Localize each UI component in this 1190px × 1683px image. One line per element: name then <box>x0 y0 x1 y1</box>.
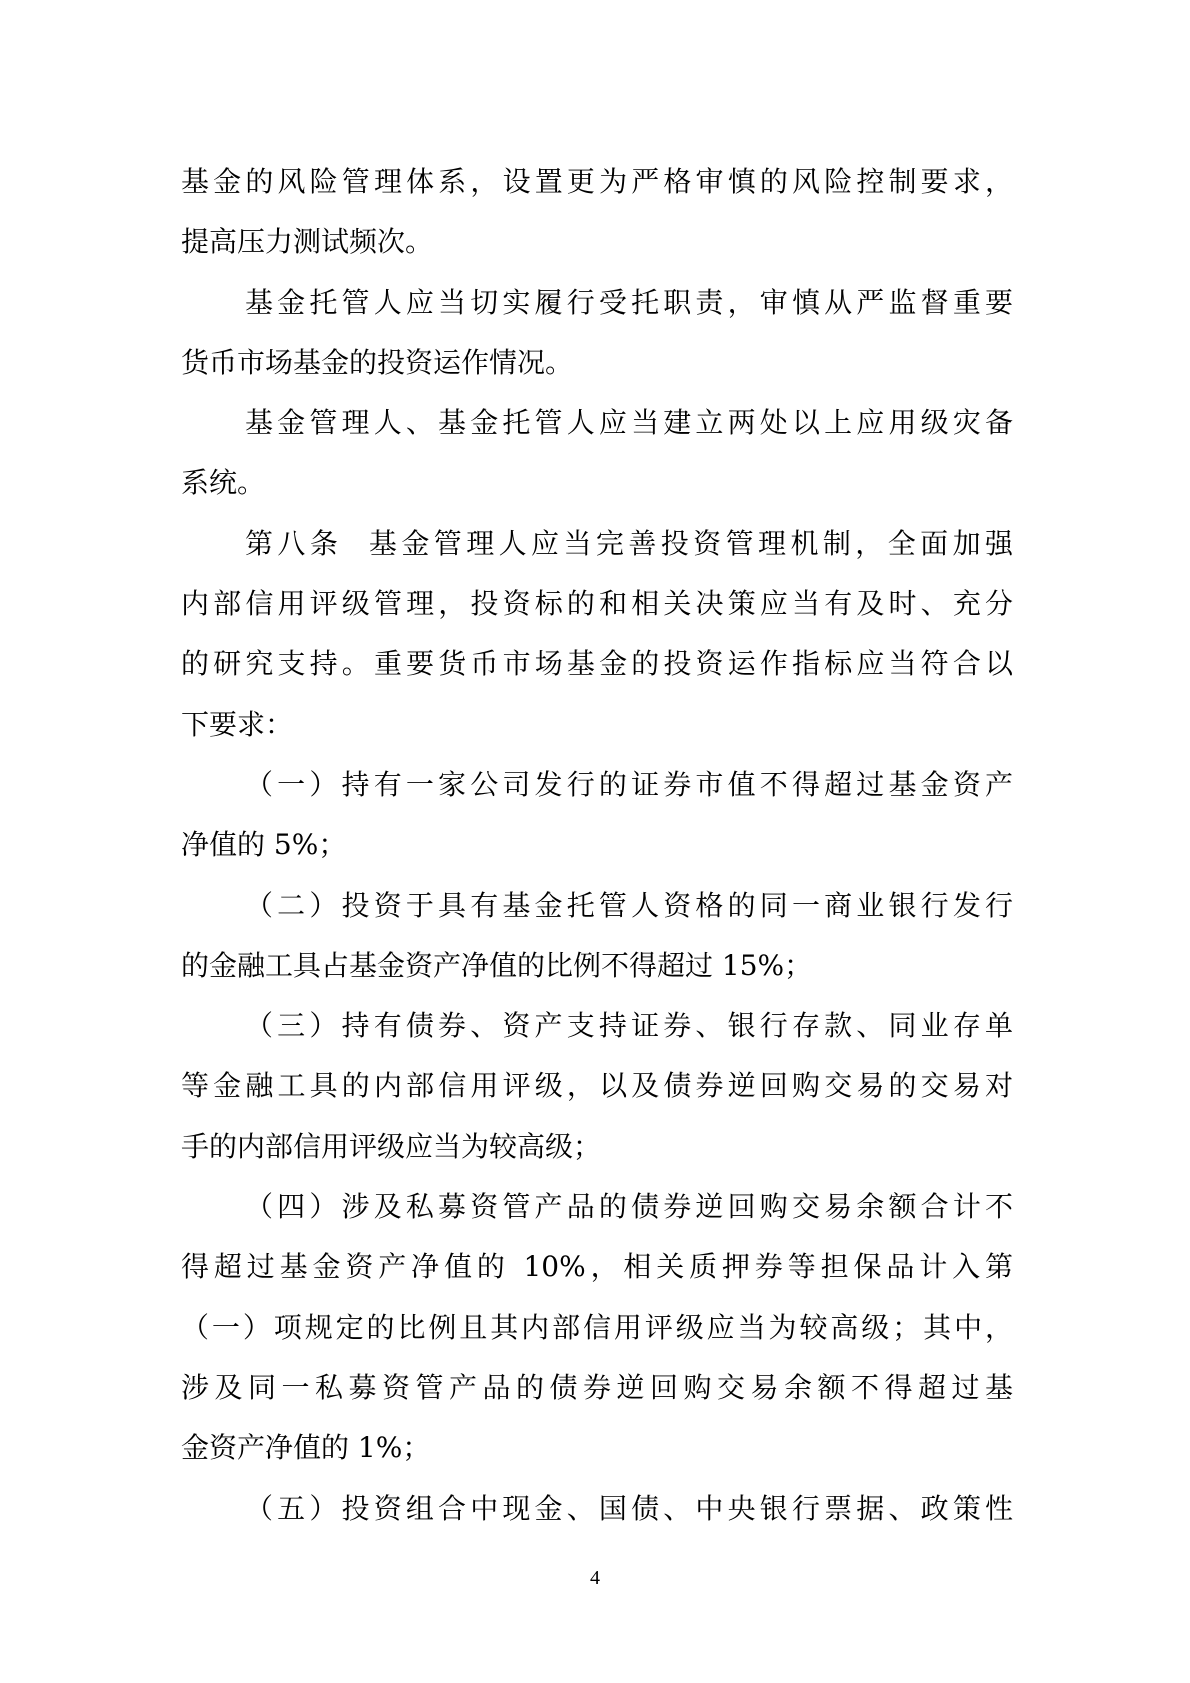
text-line: （一）项规定的比例且其内部信用评级应当为较高级；其中， <box>181 1310 1013 1344</box>
text-line: 的研究支持。重要货币市场基金的投资运作指标应当符合以 <box>181 647 1013 681</box>
list-item-line: （四）涉及私募资管产品的债券逆回购交易余额合计不 <box>245 1190 1013 1224</box>
page-number: 4 <box>590 1567 600 1589</box>
text-line: 内部信用评级管理，投资标的和相关决策应当有及时、充分 <box>181 587 1013 621</box>
text-line: 提高压力测试频次。 <box>181 225 434 259</box>
text-line: 货币市场基金的投资运作情况。 <box>181 345 574 379</box>
article-heading-line: 第八条 基金管理人应当完善投资管理机制，全面加强 <box>245 526 1013 560</box>
text-line: 得超过基金资产净值的 10%，相关质押券等担保品计入第 <box>181 1250 1013 1284</box>
text-line: 基金的风险管理体系，设置更为严格审慎的风险控制要求， <box>181 165 1013 198</box>
text-line: 的金融工具占基金资产净值的比例不得超过 15%； <box>181 948 813 982</box>
list-item-line: （一）持有一家公司发行的证券市值不得超过基金资产 <box>245 767 1013 801</box>
list-item-line: （二）投资于具有基金托管人资格的同一商业银行发行 <box>245 888 1013 922</box>
document-body <box>181 152 1013 1539</box>
text-line: 下要求： <box>181 707 294 741</box>
text-line: 金资产净值的 1%； <box>181 1431 431 1465</box>
text-line: 手的内部信用评级应当为较高级； <box>181 1129 602 1163</box>
text-line: 基金管理人、基金托管人应当建立两处以上应用级灾备 <box>245 406 1013 440</box>
text-line: 涉及同一私募资管产品的债券逆回购交易余额不得超过基 <box>181 1370 1013 1404</box>
text-line: 基金托管人应当切实履行受托职责，审慎从严监督重要 <box>245 285 1013 319</box>
text-line: 系统。 <box>181 466 266 500</box>
text-line: 净值的 5%； <box>181 828 347 862</box>
list-item-line: （五）投资组合中现金、国债、中央银行票据、政策性 <box>245 1491 1013 1525</box>
text-line: 等金融工具的内部信用评级，以及债券逆回购交易的交易对 <box>181 1069 1013 1103</box>
list-item-line: （三）持有债券、资产支持证券、银行存款、同业存单 <box>245 1009 1013 1043</box>
